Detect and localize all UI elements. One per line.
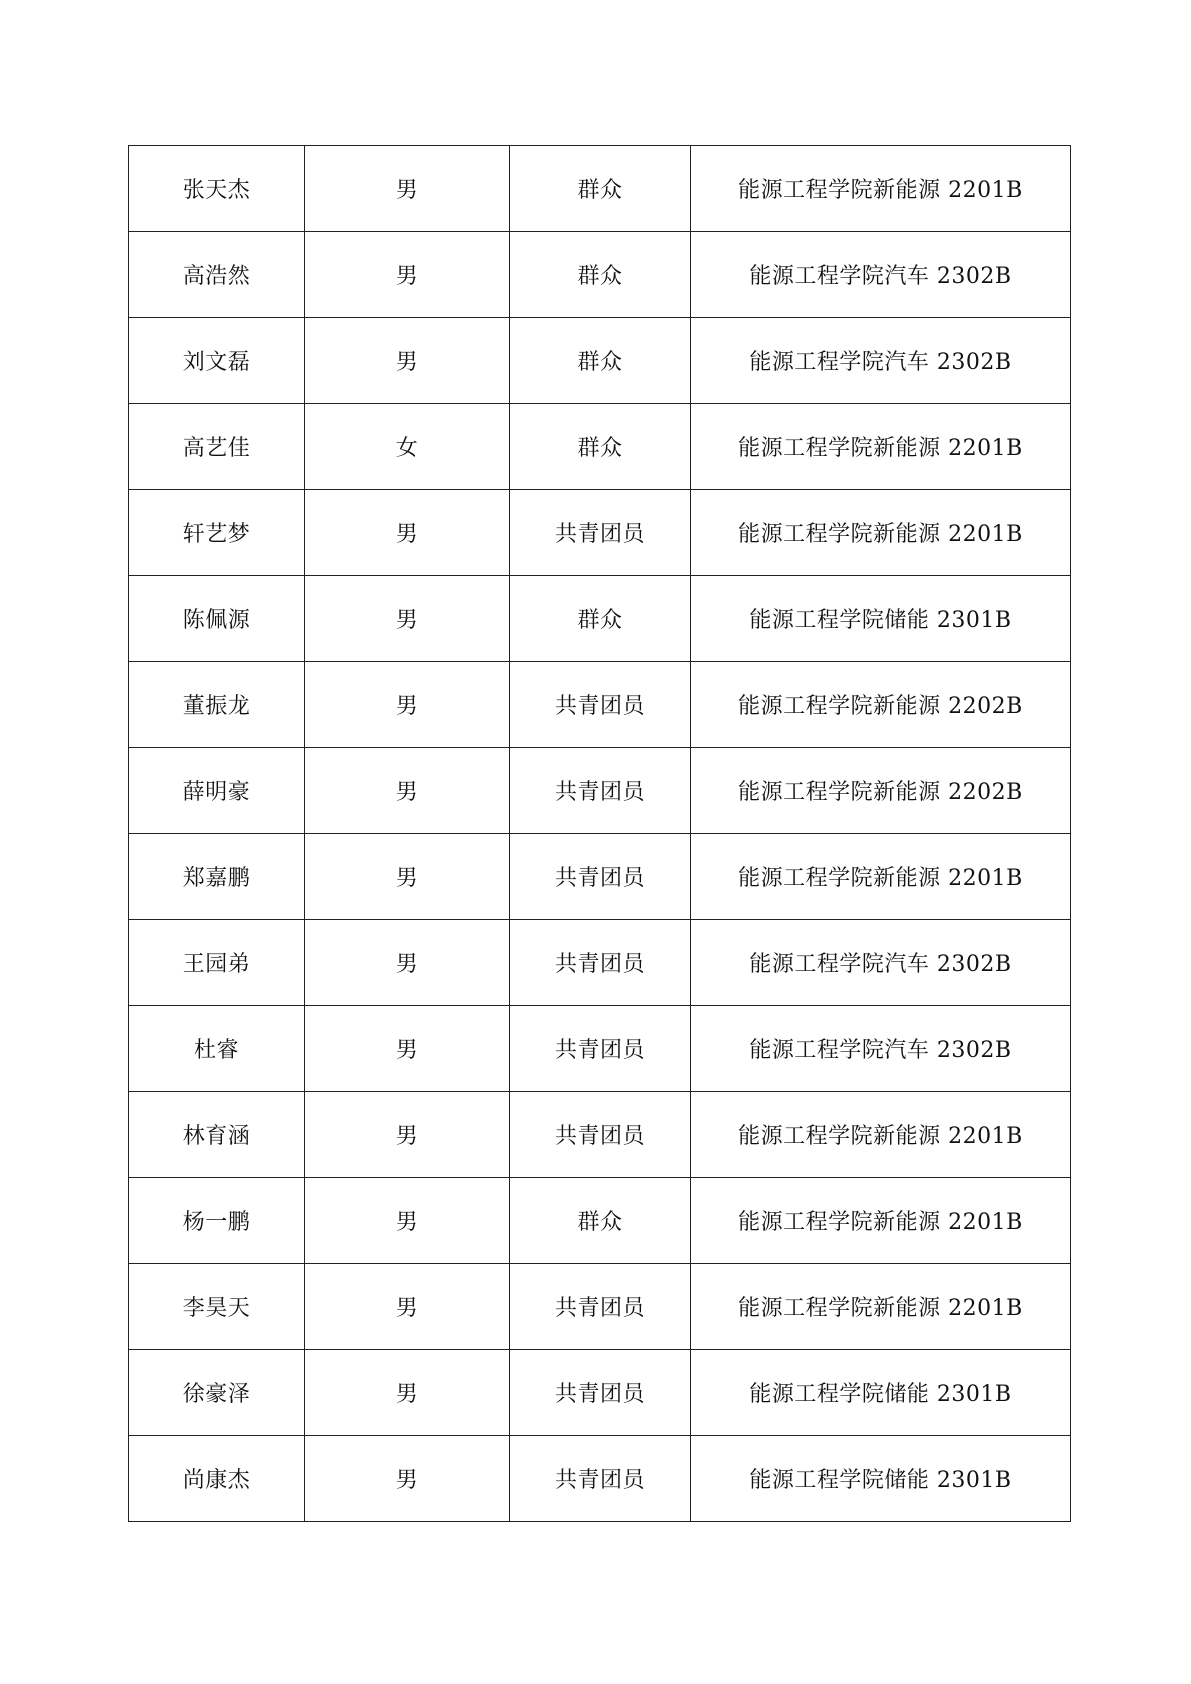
table-row [129,920,1071,1006]
political-status-cell: 共青团员 [510,490,691,576]
gender-cell: 男 [305,834,510,920]
table-row [129,404,1071,490]
gender-cell: 男 [305,1350,510,1436]
political-status-cell: 群众 [510,1178,691,1264]
political-status-cell: 共青团员 [510,1436,691,1522]
name-cell: 林育涵 [129,1092,305,1178]
table-row [129,1350,1071,1436]
table-row [129,1178,1071,1264]
name-cell: 高浩然 [129,232,305,318]
gender-cell: 男 [305,1092,510,1178]
name-cell: 徐豪泽 [129,1350,305,1436]
political-status-cell: 群众 [510,146,691,232]
class-cell: 能源工程学院新能源 2201B [691,146,1071,232]
name-cell: 王园弟 [129,920,305,1006]
name-cell: 郑嘉鹏 [129,834,305,920]
political-status-cell: 群众 [510,576,691,662]
gender-cell: 男 [305,920,510,1006]
political-status-cell: 共青团员 [510,1264,691,1350]
class-cell: 能源工程学院汽车 2302B [691,1006,1071,1092]
table-row [129,1436,1071,1522]
political-status-cell: 共青团员 [510,662,691,748]
class-cell: 能源工程学院新能源 2201B [691,1178,1071,1264]
political-status-cell: 共青团员 [510,1006,691,1092]
name-cell: 杨一鹏 [129,1178,305,1264]
table-row [129,146,1071,232]
gender-cell: 男 [305,146,510,232]
table-row [129,1006,1071,1092]
name-cell: 尚康杰 [129,1436,305,1522]
gender-cell: 男 [305,318,510,404]
name-cell: 张天杰 [129,146,305,232]
class-cell: 能源工程学院储能 2301B [691,1350,1071,1436]
gender-cell: 女 [305,404,510,490]
name-cell: 薛明豪 [129,748,305,834]
political-status-cell: 共青团员 [510,920,691,1006]
class-cell: 能源工程学院新能源 2201B [691,834,1071,920]
table-row [129,748,1071,834]
gender-cell: 男 [305,1178,510,1264]
class-cell: 能源工程学院新能源 2201B [691,1092,1071,1178]
name-cell: 董振龙 [129,662,305,748]
table-row [129,834,1071,920]
political-status-cell: 群众 [510,232,691,318]
name-cell: 李昊天 [129,1264,305,1350]
gender-cell: 男 [305,490,510,576]
class-cell: 能源工程学院储能 2301B [691,576,1071,662]
political-status-cell: 群众 [510,404,691,490]
table-row [129,318,1071,404]
class-cell: 能源工程学院新能源 2202B [691,662,1071,748]
gender-cell: 男 [305,1264,510,1350]
roster-body [129,146,1071,1522]
political-status-cell: 共青团员 [510,834,691,920]
table-row [129,662,1071,748]
student-roster-table [128,145,1071,1522]
name-cell: 陈佩源 [129,576,305,662]
name-cell: 杜睿 [129,1006,305,1092]
class-cell: 能源工程学院汽车 2302B [691,920,1071,1006]
gender-cell: 男 [305,1006,510,1092]
gender-cell: 男 [305,662,510,748]
political-status-cell: 共青团员 [510,1092,691,1178]
class-cell: 能源工程学院储能 2301B [691,1436,1071,1522]
name-cell: 轩艺梦 [129,490,305,576]
class-cell: 能源工程学院新能源 2201B [691,404,1071,490]
class-cell: 能源工程学院新能源 2201B [691,1264,1071,1350]
gender-cell: 男 [305,576,510,662]
class-cell: 能源工程学院新能源 2202B [691,748,1071,834]
name-cell: 刘文磊 [129,318,305,404]
table-row [129,1092,1071,1178]
gender-cell: 男 [305,748,510,834]
gender-cell: 男 [305,1436,510,1522]
table-row [129,1264,1071,1350]
class-cell: 能源工程学院新能源 2201B [691,490,1071,576]
table-row [129,232,1071,318]
class-cell: 能源工程学院汽车 2302B [691,318,1071,404]
class-cell: 能源工程学院汽车 2302B [691,232,1071,318]
name-cell: 高艺佳 [129,404,305,490]
table-row [129,490,1071,576]
table-row [129,576,1071,662]
gender-cell: 男 [305,232,510,318]
political-status-cell: 群众 [510,318,691,404]
political-status-cell: 共青团员 [510,748,691,834]
political-status-cell: 共青团员 [510,1350,691,1436]
